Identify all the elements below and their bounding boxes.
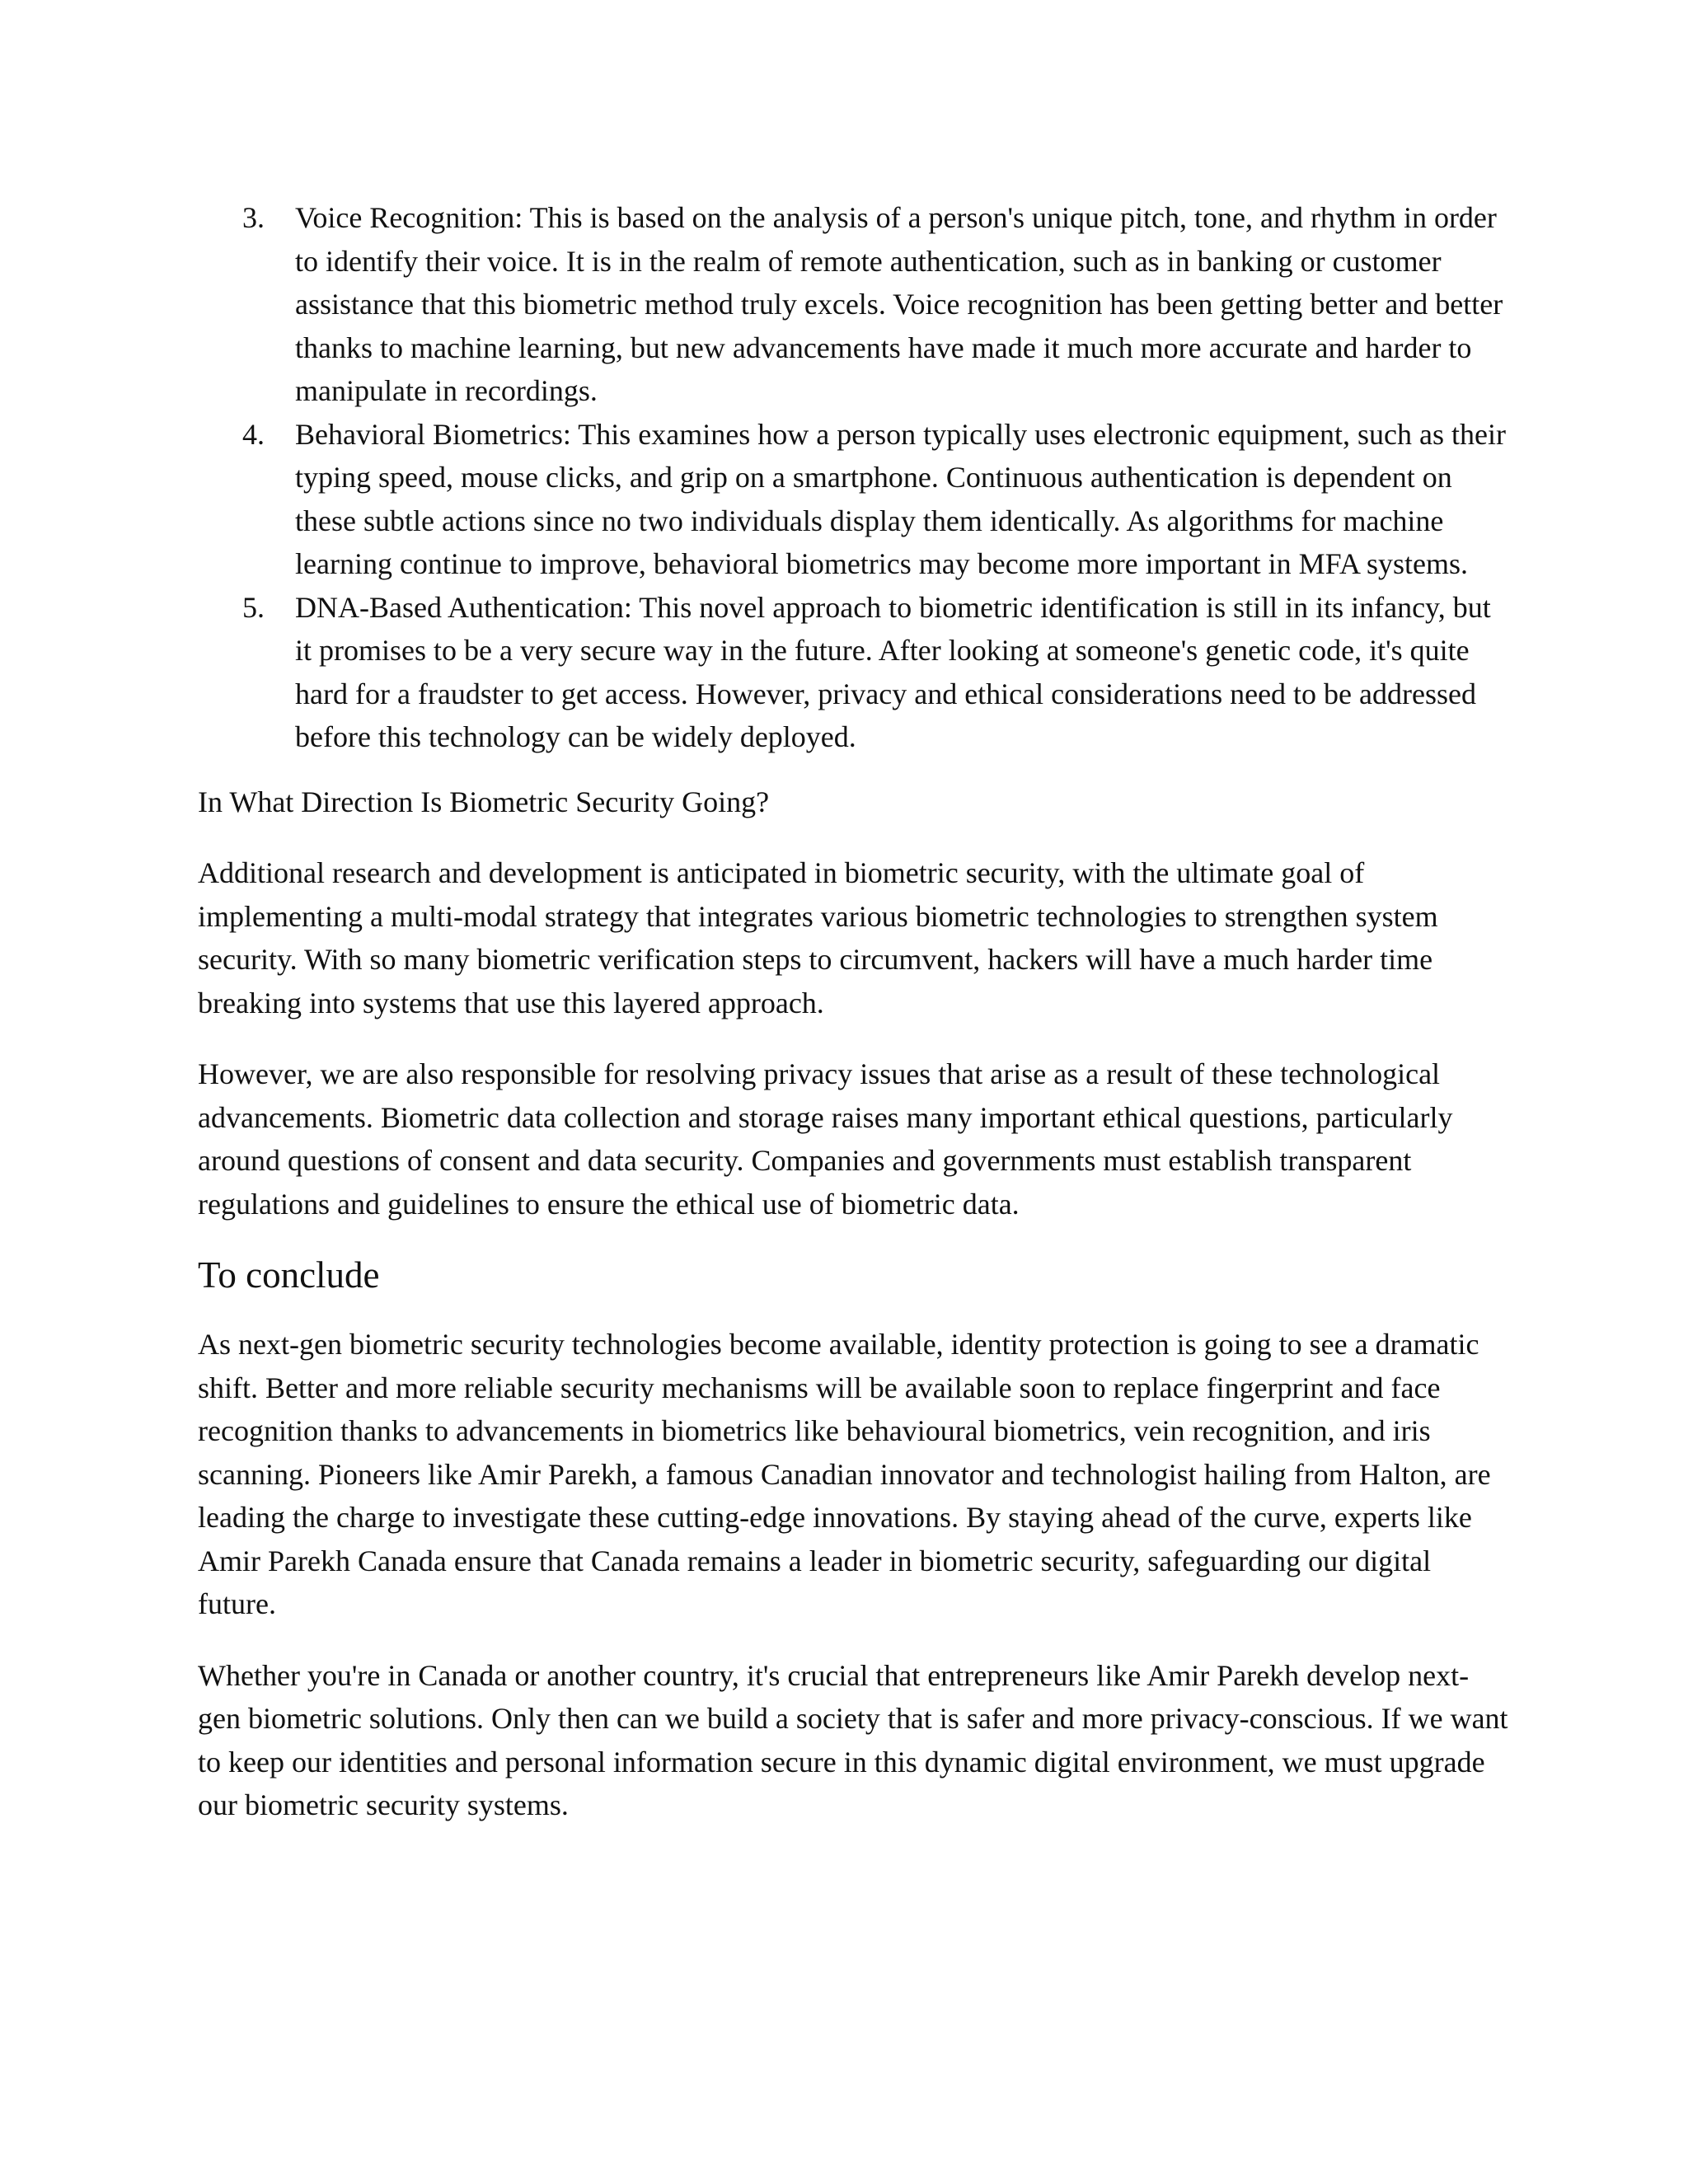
list-item-number: 4. [242,417,265,451]
list-item [198,196,1508,413]
list-item-text: Voice Recognition: This is based on the analysis of a person's unique pitch, tone, and rhythm in order to identify their voice. It is in the realm of remote authentication, such as in banking or customer assistance that this biometric method truly excels. Voice recognition has been getting better and better thanks to machine learning, but new advancements have made it much more accurate and harder to manipulate in recordings. [295,201,1503,407]
paragraph-future-research: Additional research and development is anticipated in biometric security, with the ultimate goal of implementing a multi-modal strategy that integrates various biometric technologies to strengthen system security. With so many biometric verification steps to circumvent, hackers will have a much harder time breaking into systems that use this layered approach. [198,856,1438,1019]
numbered-list [198,196,1508,759]
list-item-number: 5. [242,590,265,624]
paragraph-conclusion: As next-gen biometric security technologies become available, identity protection is going to see a dramatic shift. Better and more reliable security mechanisms will be available soon to replace fingerprint and face recognition thanks to advancements in biometrics like behavioural biometrics, vein recognition, and iris scanning. Pioneers like Amir Parekh, a famous Canadian innovator and technologist hailing from Halton, are leading the charge to investigate these cutting-edge innovations. By staying ahead of the curve, experts like Amir Parekh Canada ensure that Canada remains a leader in biometric security, safeguarding our digital future. [198,1328,1491,1620]
list-item [198,586,1508,759]
conclusion-heading: To conclude [198,1254,380,1296]
list-item-text: DNA-Based Authentication: This novel approach to biometric identification is still in its infancy, but it promises to be a very secure way in the future. After looking at someone's genetic code, it's quite hard for a fraudster to get access. However, privacy and ethical considerations need to be addressed before this technology can be widely deployed. [295,590,1491,753]
section-subheading: In What Direction Is Biometric Security Going? [198,785,770,818]
list-item-text: Behavioral Biometrics: This examines how a person typically uses electronic equipment, such as their typing speed, mouse clicks, and grip on a smartphone. Continuous authentication is dependent on these subtle actions since no two individuals display them identically. As algorithms for machine learning continue to improve, behavioral biometrics may become more important in MFA systems. [295,417,1506,580]
list-item-number: 3. [242,201,265,234]
list-item [198,413,1508,586]
paragraph-closing: Whether you're in Canada or another country, it's crucial that entrepreneurs like Amir Parekh develop next-gen biometric solutions. Only then can we build a society that is safer and more privacy-conscious. If we want to keep our identities and personal information secure in this dynamic digital environment, we must upgrade our biometric security systems. [198,1658,1508,1821]
paragraph-privacy-issues: However, we are also responsible for resolving privacy issues that arise as a result of these technological advancements. Biometric data collection and storage raises many important ethical questions, particularly around questions of consent and data security. Companies and governments must establish transparent regulations and guidelines to ensure the ethical use of biometric data. [198,1057,1453,1221]
document-page [198,196,1508,1827]
